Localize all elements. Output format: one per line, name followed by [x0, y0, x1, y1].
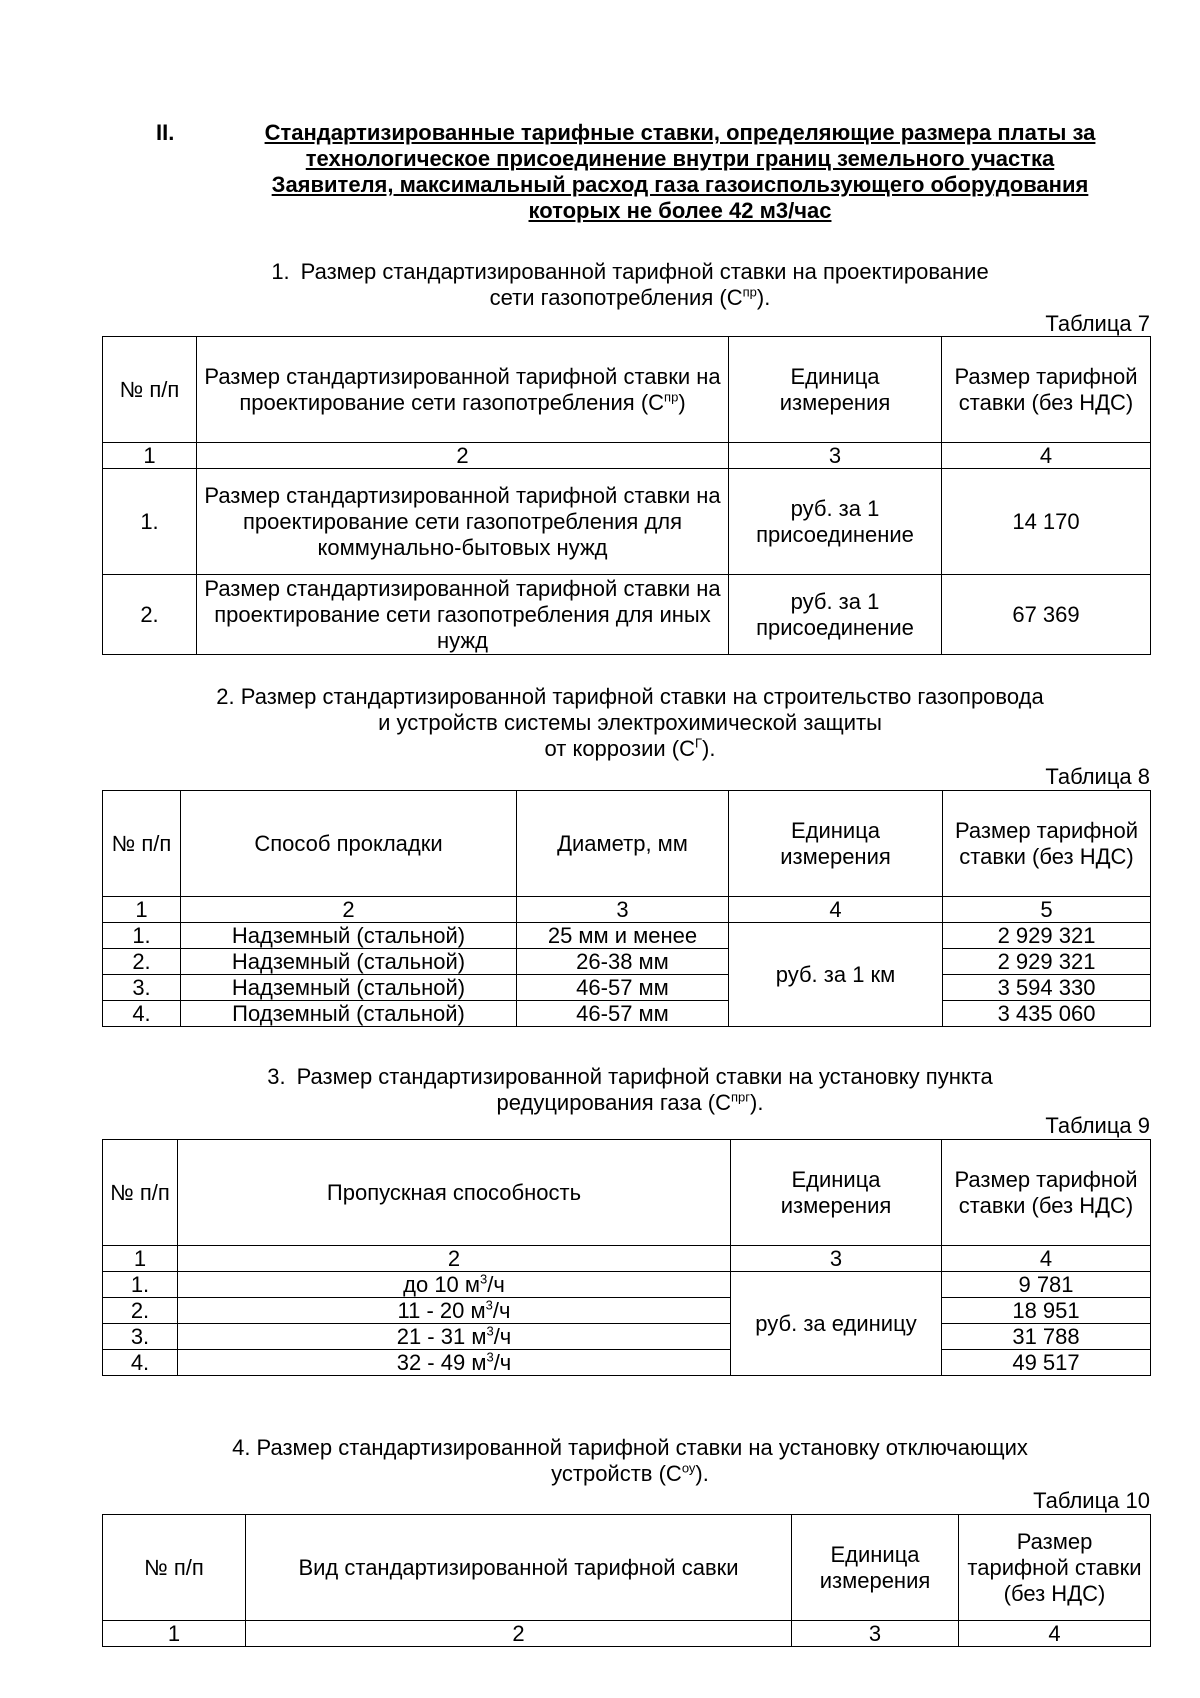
row-method: Надземный (стальной) [181, 975, 517, 1001]
row-capacity: 32 - 49 $м^3/ч$ [178, 1350, 731, 1376]
header-unit: Единица измерения [729, 791, 943, 897]
row-diameter: 26-38 мм [517, 949, 729, 975]
section-number: II. [156, 120, 175, 145]
table7-subtitle-line: сети газопотребления $(С^{пр})$. [489, 284, 771, 310]
column-number: 1 [103, 897, 181, 923]
table-row [103, 1001, 1151, 1027]
table7-label: Таблица 7 [1045, 311, 1150, 336]
header-unit: Единица измерения [731, 1140, 942, 1246]
row-method: Надземный (стальной) [181, 949, 517, 975]
table9-subtitle [160, 1064, 1100, 1116]
row-method: Надземный (стальной) [181, 923, 517, 949]
row-rate: 9 781 [942, 1272, 1151, 1298]
column-number: 4 [942, 1246, 1151, 1272]
column-number-row [103, 897, 1151, 923]
table-row [103, 1272, 1151, 1298]
header-num: № п/п [103, 1515, 246, 1621]
header-rate: Размер тарифной ставки (без НДС) [943, 791, 1151, 897]
column-number: 2 [181, 897, 517, 923]
column-number: 3 [729, 443, 942, 469]
header-rate: Размер тарифной ставки (без НДС) [942, 1140, 1151, 1246]
table8-label: Таблица 8 [1045, 764, 1150, 789]
row-method: Подземный (стальной) [181, 1001, 517, 1027]
row-num: 2. [103, 1298, 178, 1324]
table-row [103, 575, 1151, 655]
row-rate: 49 517 [942, 1350, 1151, 1376]
header-desc: Размер стандартизированной тарифной ставки на проектирование сети газопотребления $(С^{пр})$ [197, 337, 729, 443]
row-unit: руб. за единицу [731, 1272, 942, 1376]
column-number: 3 [792, 1621, 959, 1647]
row-num: 2. [103, 575, 197, 655]
table10-subtitle-line: устройств $(С^{оу})$. [551, 1460, 709, 1486]
column-number: 1 [103, 1246, 178, 1272]
table-row [103, 1350, 1151, 1376]
column-number: 1 [103, 443, 197, 469]
row-unit: руб. за 1 присоединение [729, 469, 942, 575]
column-number-row [103, 443, 1151, 469]
column-number: 4 [729, 897, 943, 923]
row-rate: 2 929 321 [943, 923, 1151, 949]
section-title-line: которых не более 42 м3/час [528, 198, 832, 223]
table-row [103, 975, 1151, 1001]
table8 [102, 790, 1151, 1027]
row-rate: 67 369 [942, 575, 1151, 655]
table-header-row [103, 1140, 1151, 1246]
table-header-row [103, 791, 1151, 897]
table-row [103, 949, 1151, 975]
row-rate: 18 951 [942, 1298, 1151, 1324]
table-header-row [103, 1515, 1151, 1621]
column-number-row [103, 1621, 1151, 1647]
table-row [103, 1324, 1151, 1350]
row-unit: руб. за 1 присоединение [729, 575, 942, 655]
row-num: 1. [103, 1272, 178, 1298]
table8-subtitle-line: от коррозии $(С^Г)$. [544, 735, 716, 761]
table9-subtitle-line: редуцирования газа $(С^{прг})$. [496, 1089, 764, 1115]
row-num: 3. [103, 1324, 178, 1350]
row-rate: 31 788 [942, 1324, 1151, 1350]
table10 [102, 1514, 1151, 1647]
row-capacity: до 10 $м^3/ч$ [178, 1272, 731, 1298]
header-diameter: Диаметр, мм [517, 791, 729, 897]
header-capacity: Пропускная способность [178, 1140, 731, 1246]
column-number: 5 [943, 897, 1151, 923]
table-row [103, 923, 1151, 949]
column-number: 4 [959, 1621, 1151, 1647]
row-num: 4. [103, 1001, 181, 1027]
header-rate: Размер тарифной ставки (без НДС) [942, 337, 1151, 443]
column-number: 1 [103, 1621, 246, 1647]
row-diameter: 46-57 мм [517, 975, 729, 1001]
table8-subtitle-line: и устройств системы электрохимической защиты [378, 710, 882, 735]
row-num: 1. [103, 469, 197, 575]
column-number: 2 [246, 1621, 792, 1647]
table8-subtitle [160, 684, 1100, 762]
row-desc: Размер стандартизированной тарифной ставки на проектирование сети газопотребления для иных нужд [197, 575, 729, 655]
header-rate: Размер тарифной ставки (без НДС) [959, 1515, 1151, 1621]
table7-subtitle [160, 259, 1100, 311]
table9-label: Таблица 9 [1045, 1113, 1150, 1138]
table-header-row [103, 337, 1151, 443]
section-title-line: технологическое присоединение внутри границ земельного участка [305, 146, 1055, 171]
row-capacity: 11 - 20 $м^3/ч$ [178, 1298, 731, 1324]
header-num: № п/п [103, 1140, 178, 1246]
row-diameter: 46-57 мм [517, 1001, 729, 1027]
header-kind: Вид стандартизированной тарифной савки [246, 1515, 792, 1621]
row-num: 2. [103, 949, 181, 975]
table8-subtitle-line: 2. Размер стандартизированной тарифной ставки на строительство газопровода [216, 684, 1044, 709]
header-num: № п/п [103, 337, 197, 443]
table10-subtitle-line: 4. Размер стандартизированной тарифной ставки на установку отключающих [232, 1435, 1028, 1460]
row-desc: Размер стандартизированной тарифной ставки на проектирование сети газопотребления для коммунально-бытовых нужд [197, 469, 729, 575]
header-unit: Единица измерения [729, 337, 942, 443]
column-number: 4 [942, 443, 1151, 469]
row-capacity: 21 - 31 $м^3/ч$ [178, 1324, 731, 1350]
row-num: 3. [103, 975, 181, 1001]
header-method: Способ прокладки [181, 791, 517, 897]
column-number: 3 [731, 1246, 942, 1272]
table7-subtitle-line: 1. Размер стандартизированной тарифной ставки на проектирование [271, 259, 989, 284]
column-number: 2 [197, 443, 729, 469]
section-title [210, 120, 1150, 224]
row-num: 4. [103, 1350, 178, 1376]
table-row [103, 469, 1151, 575]
table9-subtitle-line: 3. Размер стандартизированной тарифной ставки на установку пункта [267, 1064, 993, 1089]
section-title-line: Заявителя, максимальный расход газа газоиспользующего оборудования [271, 172, 1089, 197]
row-diameter: 25 мм и менее [517, 923, 729, 949]
table7 [102, 336, 1151, 655]
table10-subtitle [160, 1435, 1100, 1487]
row-unit: руб. за 1 км [729, 923, 943, 1027]
table9 [102, 1139, 1151, 1376]
table10-label: Таблица 10 [1033, 1488, 1150, 1513]
row-rate: 3 594 330 [943, 975, 1151, 1001]
row-num: 1. [103, 923, 181, 949]
row-rate: 2 929 321 [943, 949, 1151, 975]
header-unit: Единица измерения [792, 1515, 959, 1621]
column-number: 3 [517, 897, 729, 923]
header-num: № п/п [103, 791, 181, 897]
table-row [103, 1298, 1151, 1324]
section-title-line: Стандартизированные тарифные ставки, определяющие размера платы за [264, 120, 1096, 145]
column-number: 2 [178, 1246, 731, 1272]
column-number-row [103, 1246, 1151, 1272]
row-rate: 14 170 [942, 469, 1151, 575]
row-rate: 3 435 060 [943, 1001, 1151, 1027]
